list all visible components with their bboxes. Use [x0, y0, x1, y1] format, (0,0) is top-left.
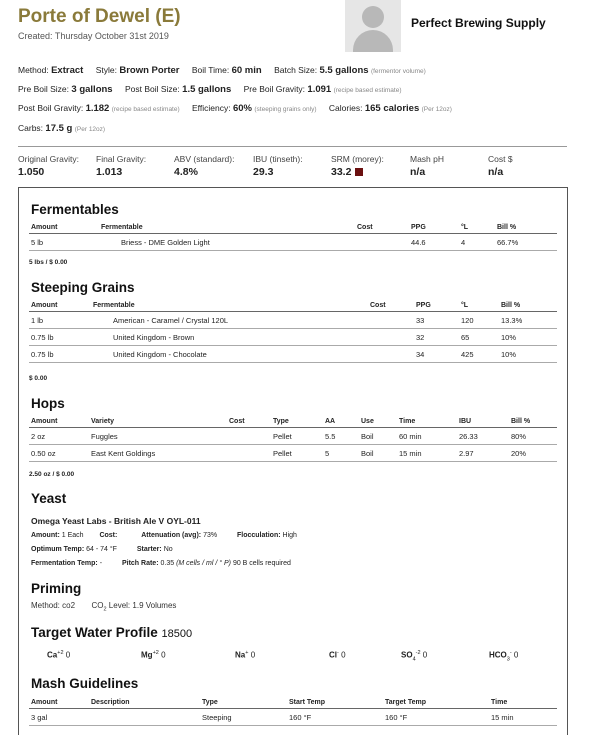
style-label: Style: — [95, 65, 117, 75]
yeast-line-2: Optimum Temp: 64 - 74 °F Starter: No — [31, 546, 173, 553]
meta-line-3 — [18, 103, 452, 114]
post-boil-gravity-value: 1.182 — [85, 103, 110, 114]
stats-row — [18, 154, 568, 180]
efficiency-value: 60% — [232, 103, 252, 114]
table-row: 5 lb Briess - DME Golden Light 44.6 4 66.7% — [29, 234, 557, 251]
batch-size-note: (fermentor volume) — [370, 68, 426, 75]
fermentables-table — [29, 221, 557, 251]
yeast-heading: Yeast — [31, 491, 67, 506]
steeping-grains-total: $ 0.00 — [29, 375, 48, 382]
water-profile-heading: Target Water Profile 18500 — [31, 625, 193, 640]
boil-time-value: 60 min — [231, 65, 262, 76]
stat-mash-ph: Mash pH n/a — [410, 154, 445, 178]
post-boil-size-label: Post Boil Size: — [124, 84, 180, 94]
post-boil-size-value: 1.5 gallons — [182, 84, 232, 95]
post-boil-gravity-note: (recipe based estimate) — [111, 106, 180, 113]
steeping-grains-table — [29, 299, 557, 363]
ion-bicarbonate: $HCO_3^-$ 0 — [489, 650, 519, 663]
table-row: 1 lb American - Caramel / Crystal 120L 33 120 13.3% — [29, 312, 557, 329]
yeast-line-1: Amount: 1 Each Cost: Attenuation (avg): 73% Flocculation: High — [31, 532, 297, 539]
water-ions-row — [29, 650, 557, 664]
hops-table — [29, 415, 557, 462]
avatar-body-icon — [353, 30, 393, 52]
pre-boil-gravity-value: 1.091 — [307, 84, 332, 95]
meta-line-1 — [18, 65, 426, 76]
recipe-title: Porte of Dewel (E) — [18, 6, 181, 27]
created-date: Created: Thursday October 31st 2019 — [18, 31, 169, 41]
calories-note: (Per 12oz) — [421, 106, 452, 113]
hops-heading: Hops — [31, 396, 65, 411]
ion-magnesium: $Mg^{+2}$ 0 — [141, 650, 166, 660]
ion-calcium: $Ca^{+2}$ 0 — [47, 650, 71, 660]
avatar-placeholder — [345, 0, 401, 52]
fermentables-heading: Fermentables — [31, 202, 119, 217]
table-header: Amount Fermentable Cost PPG °L Bill % — [29, 299, 557, 312]
avatar-head-icon — [362, 6, 384, 28]
yeast-name: Omega Yeast Labs - British Ale V OYL-011 — [31, 516, 201, 526]
efficiency-label: Efficiency: — [192, 103, 231, 113]
table-header: Amount Fermentable Cost PPG °L Bill % — [29, 221, 557, 234]
recipe-details-box — [18, 187, 568, 735]
priming-heading: Priming — [31, 581, 82, 596]
boil-time-label: Boil Time: — [191, 65, 230, 75]
table-header: Amount Description Type Start Temp Target Temp Time — [29, 696, 557, 709]
stat-srm: SRM (morey): 33.2 — [331, 154, 384, 178]
table-header: Amount Variety Cost Type AA Use Time IBU Bill % — [29, 415, 557, 428]
ion-sulfate: $SO_4^{-2}$ 0 — [401, 650, 428, 663]
priming-line: Method: co2 $CO_2$ Level: 1.9 Volumes — [31, 601, 177, 613]
carbs-value: 17.5 g — [45, 123, 73, 134]
calories-value: 165 calories — [364, 103, 420, 114]
method-label: Method: — [18, 65, 49, 75]
hops-total: 2.50 oz / $ 0.00 — [29, 471, 75, 478]
pre-boil-gravity-label: Pre Boil Gravity: — [243, 84, 306, 94]
fermentables-total: 5 lbs / $ 0.00 — [29, 259, 68, 266]
stat-fg: Final Gravity: 1.013 — [96, 154, 147, 178]
meta-line-4 — [18, 123, 105, 134]
table-row: 0.75 lb United Kingdom - Chocolate 34 425 10% — [29, 346, 557, 363]
pre-boil-gravity-note: (recipe based estimate) — [333, 87, 402, 94]
efficiency-note: (steeping grains only) — [254, 106, 317, 113]
style-value: Brown Porter — [119, 65, 180, 76]
table-row: 2 oz Fuggles Pellet 5.5 Boil 60 min 26.33 80% — [29, 428, 557, 445]
stat-ibu: IBU (tinseth): 29.3 — [253, 154, 303, 178]
table-row: 3 gal Steeping 160 °F 160 °F 15 min — [29, 709, 557, 726]
stat-abv: ABV (standard): 4.8% — [174, 154, 235, 178]
steeping-grains-heading: Steeping Grains — [31, 280, 135, 295]
method-value: Extract — [51, 65, 84, 76]
batch-size-label: Batch Size: — [274, 65, 318, 75]
stat-cost: Cost $ n/a — [488, 154, 513, 178]
calories-label: Calories: — [328, 103, 363, 113]
meta-line-2 — [18, 84, 402, 95]
brand-name: Perfect Brewing Supply — [411, 16, 546, 30]
mash-guidelines-heading: Mash Guidelines — [31, 676, 139, 691]
pre-boil-size-value: 3 gallons — [71, 84, 113, 95]
ion-chloride: Cl- 0 — [329, 650, 346, 660]
yeast-line-3: Fermentation Temp: - Pitch Rate: 0.35 (M cells / ml / ° P) 90 B cells required — [31, 560, 291, 567]
table-row: 0.50 oz East Kent Goldings Pellet 5 Boil 15 min 2.97 20% — [29, 445, 557, 462]
carbs-note: (Per 12oz) — [74, 126, 106, 133]
stat-og: Original Gravity: 1.050 — [18, 154, 79, 178]
post-boil-gravity-label: Post Boil Gravity: — [18, 103, 84, 113]
carbs-label: Carbs: — [18, 123, 44, 133]
divider — [18, 146, 567, 147]
table-row: 0.75 lb United Kingdom - Brown 32 65 10% — [29, 329, 557, 346]
batch-size-value: 5.5 gallons — [319, 65, 369, 76]
pre-boil-size-label: Pre Boil Size: — [18, 84, 70, 94]
srm-color-swatch — [355, 168, 363, 176]
mash-guidelines-table — [29, 696, 557, 726]
ion-sodium: Na+ 0 — [235, 650, 256, 660]
